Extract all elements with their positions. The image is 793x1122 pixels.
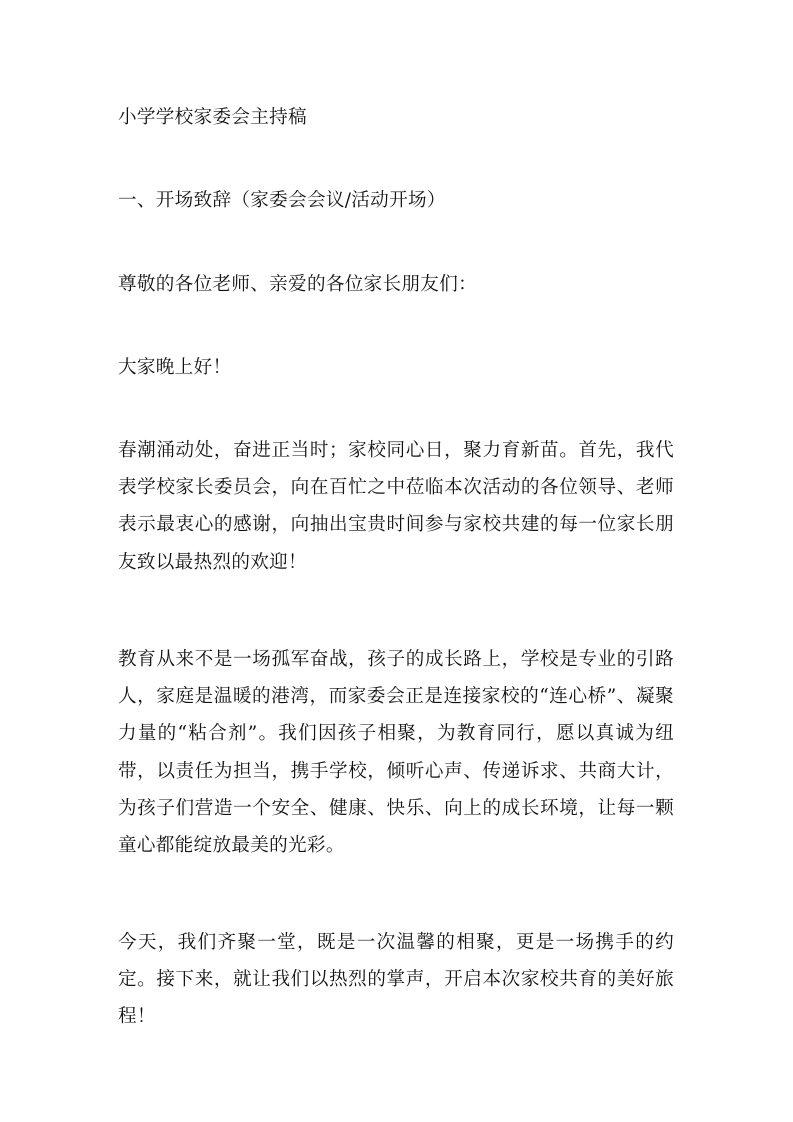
paragraph: 春潮涌动处，奋进正当时；家校同心日，聚力育新苗。首先，我代表学校家长委员会，向在百忙之中莅临本次活动的各位领导、老师表示最衷心的感谢，向抽出宝贵时间参与家校共建的每一位家长朋友致以最热烈的欢迎！	[118, 440, 674, 573]
paragraph: 今天，我们齐聚一堂，既是一次温馨的相聚，更是一场携手的约定。接下来，就让我们以热烈的掌声，开启本次家校共育的美好旅程！	[118, 932, 674, 1028]
section-heading: 一、开场致辞（家委会会议/活动开场）	[118, 190, 446, 211]
greeting: 大家晚上好！	[118, 357, 232, 378]
paragraph: 教育从来不是一场孤军奋战，孩子的成长路上，学校是专业的引路人，家庭是温暖的港湾，而家委会正是连接家校的“连心桥”、凝聚力量的“粘合剂”。我们因孩子相聚，为教育同行，愿以真诚为纽带，以责任为担当，携手学校，倾听心声、传递诉求、共商大计，为孩子们营造一个安全、健康、快乐、向上的成长环境，让每一颗童心都能绽放最美的光彩。	[118, 649, 674, 857]
salutation: 尊敬的各位老师、亲爱的各位家长朋友们：	[118, 274, 477, 295]
document-title: 小学学校家委会主持稿	[118, 107, 307, 128]
